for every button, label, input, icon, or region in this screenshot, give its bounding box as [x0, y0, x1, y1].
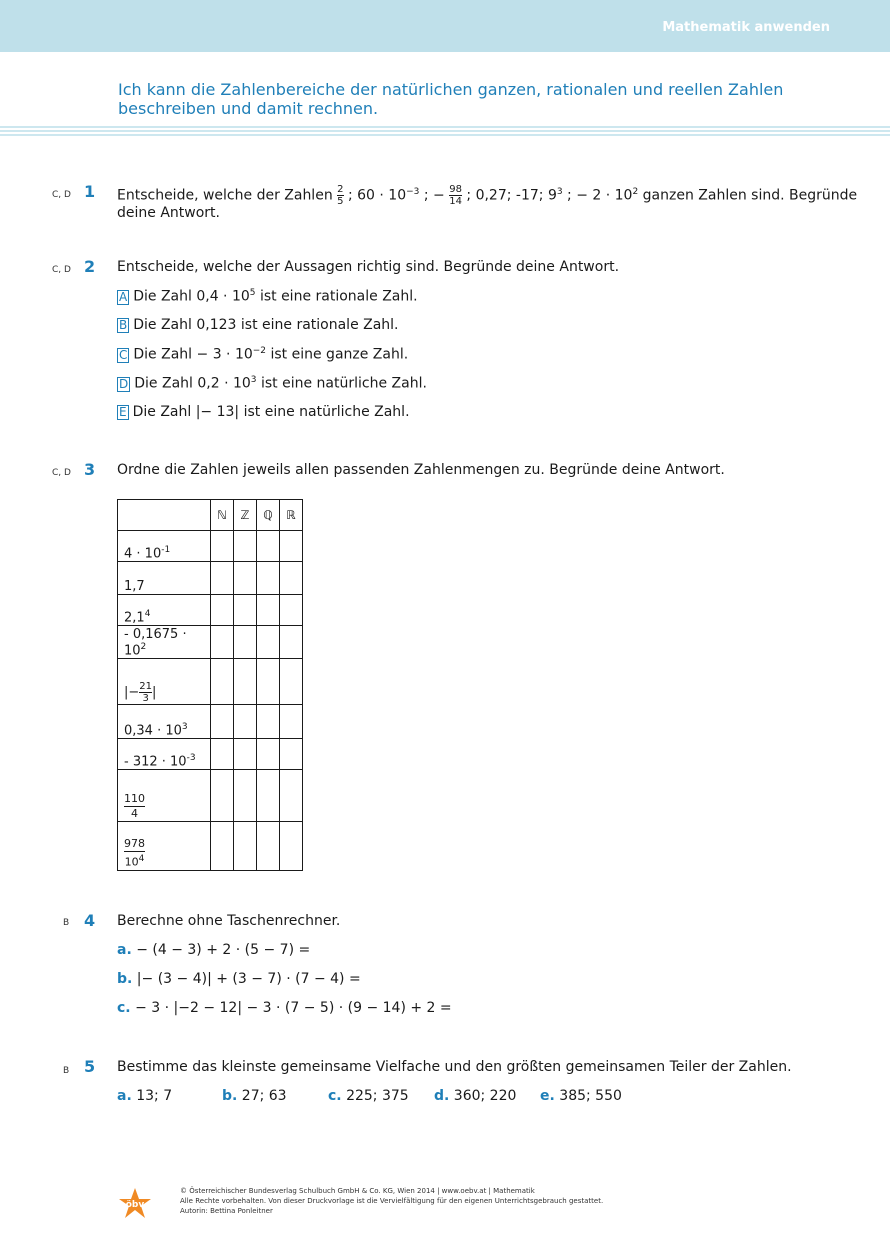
svg-text:öbv: öbv	[125, 1200, 145, 1210]
set-rational: ℚ	[257, 500, 280, 531]
statement-e: E Die Zahl |− 13| ist eine natürliche Zahl.	[119, 404, 410, 420]
set-real: ℝ	[280, 500, 303, 531]
task-number: 4	[84, 911, 96, 930]
publisher-logo	[116, 1186, 154, 1220]
task-number: 3	[84, 460, 96, 479]
set-integer: ℤ	[234, 500, 257, 531]
task-code: C, D	[52, 265, 71, 275]
table-row: - $312 \cdot 10^{-3}$	[118, 739, 303, 770]
pair-e: e. 385; 550	[540, 1088, 622, 1104]
table-header-row	[118, 500, 303, 531]
statement-c: C Die Zahl − $3 \cdot 10^{-2}$ ist eine ganze Zahl.	[119, 346, 409, 363]
table-row	[118, 659, 303, 705]
footer: © Österreichischer Bundesverlag Schulbuch GmbH & Co. KG, Wien 2014 | www.oebv.at | Mathematik Alle Rechte vorbehalten. Von dieser Druckvorlage ist die Vervielfältigung für den eigenen Unterrichtsgebrauch gestattet. Autorin: Bettina Ponleitner	[180, 1187, 604, 1215]
task-number: 2	[84, 257, 96, 276]
statement-a: A Die Zahl $0,4 \cdot 10^5$ ist eine rationale Zahl.	[119, 288, 418, 305]
table-row: $2,1^4$	[118, 595, 303, 626]
pair-d: d. 360; 220	[434, 1088, 517, 1104]
abs-fraction: |− $\frac{21}{3}$ |	[124, 681, 157, 704]
task-code: C, D	[52, 468, 71, 478]
table-row: - $0,1675 \cdot 10^2$	[118, 626, 303, 659]
calc-b: b. |− (3 − 4)| + (3 − 7) · (7 − 4) =	[117, 971, 361, 987]
task1-line2: deine Antwort.	[117, 205, 220, 221]
task-number: 1	[84, 182, 96, 201]
set-natural: ℕ	[211, 500, 234, 531]
statement-d: D Die Zahl $0,2 \cdot 10^3$ ist eine natürliche Zahl.	[119, 375, 427, 392]
task5-intro: Bestimme das kleinste gemeinsame Vielfache und den größten gemeinsamen Teiler der Zahlen.	[117, 1059, 792, 1075]
table-row: $\frac{110}{4}$	[118, 770, 303, 822]
pair-c: c. 225; 375	[328, 1088, 409, 1104]
number-set-table	[117, 499, 303, 871]
fraction: $\frac{2}{5}$	[337, 184, 344, 207]
task2-intro: Entscheide, welche der Aussagen richtig sind. Begründe deine Antwort.	[117, 259, 620, 275]
table-row: 1,7	[118, 562, 303, 595]
task1-text: Entscheide, welche der Zahlen $\frac{2}{5}$ ; $60 \cdot 10^{-3}$ ; − $\frac{98}{14}$ ; 0,27; -17; $9^3$ ; − $2 \cdot 10^2$ ganzen Zahlen sind. Begründe	[117, 184, 858, 207]
task-code: B	[63, 1066, 70, 1076]
table-row: $0,34 \cdot 10^3$	[118, 705, 303, 739]
task-number: 5	[84, 1057, 96, 1076]
task-code: B	[63, 918, 70, 928]
header-bar	[0, 0, 890, 52]
header-title: Mathematik anwenden	[662, 20, 830, 35]
calc-a: a. − (4 − 3) + 2 · (5 − 7) =	[117, 942, 311, 958]
pair-a: a. 13; 7	[117, 1088, 173, 1104]
divider-stripes	[0, 126, 890, 138]
calc-c: c. − 3 · |−2 − 12| − 3 · (7 − 5) · (9 − 14) + 2 =	[117, 1000, 452, 1016]
task-code: C, D	[52, 190, 71, 200]
task3-intro: Ordne die Zahlen jeweils allen passenden Zahlenmengen zu. Begründe deine Antwort.	[117, 462, 725, 478]
statement-b: B Die Zahl 0,123 ist eine rationale Zahl.	[119, 317, 399, 333]
table-row: $4 \cdot 10^{-1}$	[118, 531, 303, 562]
task4-intro: Berechne ohne Taschenrechner.	[117, 913, 341, 929]
goal-line-2: beschreiben und damit rechnen.	[118, 99, 379, 118]
table-row: $\frac{978}{10^4}$	[118, 822, 303, 871]
goal-line-1: Ich kann die Zahlenbereiche der natürlichen ganzen, rationalen und reellen Zahlen	[118, 80, 784, 99]
pair-b: b. 27; 63	[222, 1088, 287, 1104]
fraction: $\frac{98}{14}$	[449, 184, 462, 207]
learning-goal	[118, 80, 818, 118]
